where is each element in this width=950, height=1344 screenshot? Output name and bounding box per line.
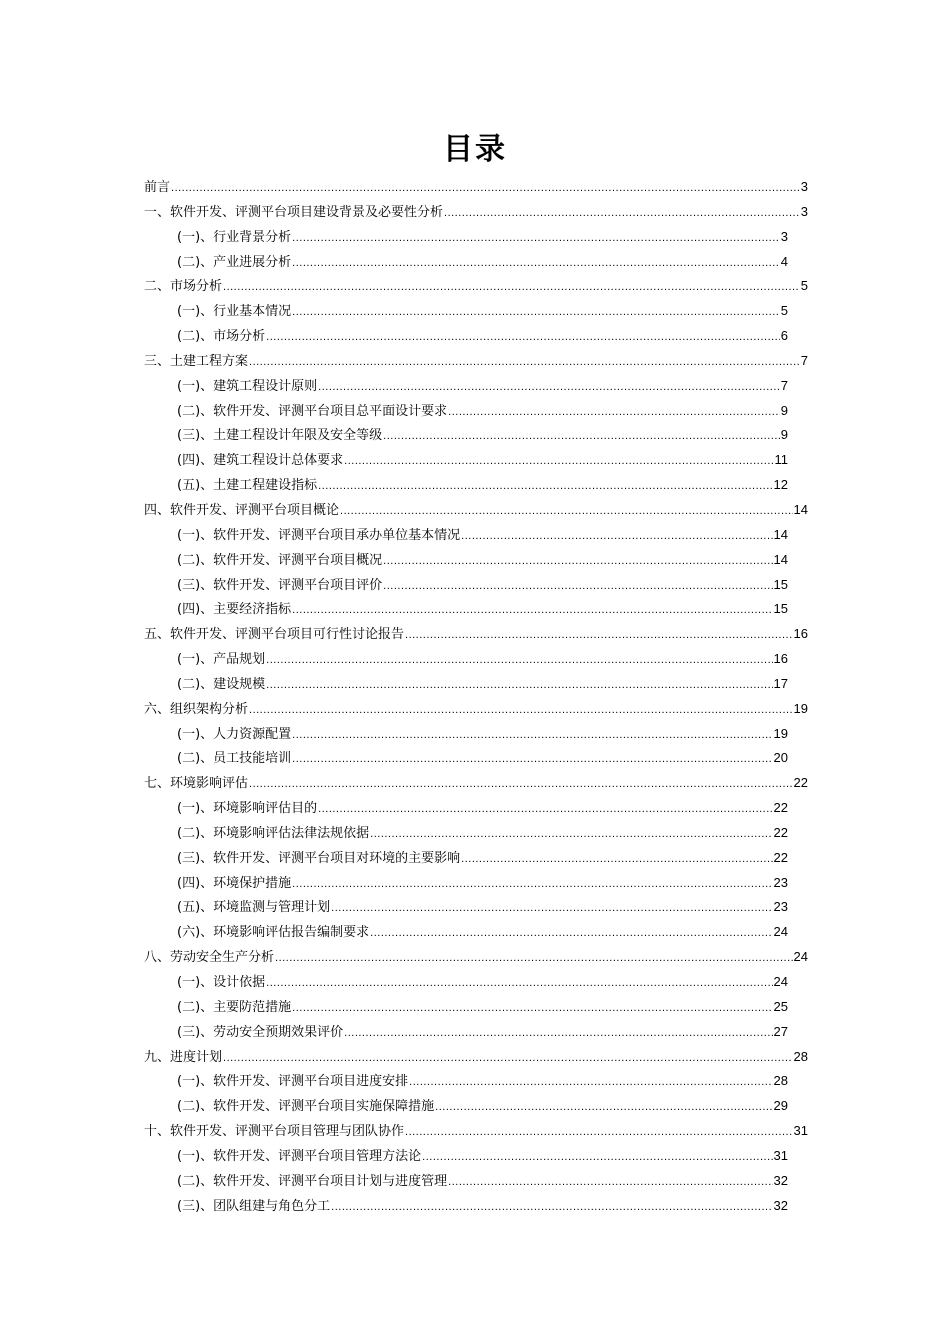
toc-entry-page-number: 15 [773, 576, 788, 592]
toc-entry-label: (四)、环境保护措施 [177, 875, 292, 891]
toc-dot-leader [318, 797, 772, 822]
toc-entry[interactable] [144, 697, 808, 722]
toc-entry-label: (三)、土建工程设计年限及安全等级 [177, 428, 383, 444]
toc-dot-leader [292, 747, 772, 772]
toc-entry-label: (二)、员工技能培训 [177, 751, 292, 767]
toc-entry-label: (三)、劳动安全预期效果评价 [177, 1024, 344, 1040]
toc-dot-leader [292, 598, 772, 623]
toc-dot-leader [292, 226, 780, 251]
toc-entry-page-number: 14 [773, 551, 788, 567]
toc-entry[interactable] [144, 920, 808, 945]
toc-entry-page-number: 31 [793, 1123, 808, 1139]
toc-entry[interactable] [144, 274, 808, 299]
toc-entry-label: (一)、软件开发、评测平台项目承办单位基本情况 [177, 527, 461, 543]
toc-entry-label: (三)、软件开发、评测平台项目对环境的主要影响 [177, 850, 461, 866]
toc-dot-leader [223, 275, 800, 300]
toc-entry-page-number: 11 [774, 452, 788, 468]
toc-entry-page-number: 22 [773, 800, 788, 816]
toc-entry-label: (二)、建设规模 [177, 676, 266, 692]
toc-entry[interactable] [144, 746, 808, 771]
toc-entry-label: 八、劳动安全生产分析 [144, 950, 275, 966]
toc-dot-leader [409, 1070, 772, 1095]
toc-entry[interactable] [144, 473, 808, 498]
toc-entry-label: 四、软件开发、评测平台项目概论 [144, 502, 340, 518]
toc-entry[interactable] [144, 573, 808, 598]
toc-entry[interactable] [144, 1169, 808, 1194]
toc-entry-page-number: 24 [773, 974, 788, 989]
toc-dot-leader [448, 400, 780, 425]
toc-entry-page-number: 32 [773, 1197, 788, 1213]
toc-dot-leader [266, 673, 772, 698]
toc-entry[interactable] [144, 970, 808, 995]
toc-entry[interactable] [144, 548, 808, 573]
toc-entry-label: (四)、主要经济指标 [177, 602, 292, 618]
toc-entry-label: (二)、软件开发、评测平台项目实施保障措施 [177, 1099, 435, 1115]
toc-dot-leader [266, 325, 780, 350]
toc-entry-page-number: 14 [793, 501, 808, 517]
toc-entry[interactable] [144, 423, 808, 448]
toc-entry[interactable] [144, 200, 808, 225]
toc-entry[interactable] [144, 722, 808, 747]
toc-entry[interactable] [144, 771, 808, 796]
toc-entry-page-number: 3 [800, 179, 808, 194]
toc-dot-leader [461, 847, 772, 872]
toc-entry-page-number: 19 [773, 725, 788, 741]
toc-dot-leader [292, 996, 772, 1021]
toc-entry-label: (一)、行业基本情况 [177, 304, 292, 320]
toc-entry-label: 三、土建工程方案 [144, 353, 249, 369]
toc-dot-leader [444, 201, 800, 226]
toc-dot-leader [331, 896, 772, 921]
toc-entry-label: (一)、产品规划 [177, 652, 266, 668]
toc-dot-leader [405, 1120, 793, 1145]
toc-entry-label: (二)、软件开发、评测平台项目总平面设计要求 [177, 403, 448, 419]
toc-entry-label: (三)、软件开发、评测平台项目评价 [177, 577, 383, 593]
toc-entry-label: 十、软件开发、评测平台项目管理与团队协作 [144, 1124, 405, 1140]
toc-entry[interactable] [144, 324, 808, 349]
toc-entry-page-number: 16 [793, 626, 808, 642]
toc-entry-page-number: 32 [773, 1172, 788, 1188]
toc-entry[interactable] [144, 796, 808, 821]
toc-dot-leader [249, 772, 793, 797]
toc-entry-page-number: 27 [773, 1023, 788, 1039]
toc-dot-leader [292, 723, 772, 748]
toc-entry[interactable] [144, 846, 808, 871]
toc-entry-page-number: 17 [773, 675, 788, 691]
toc-entry[interactable] [144, 225, 808, 250]
toc-entry-page-number: 24 [793, 949, 808, 965]
toc-entry-page-number: 28 [793, 1048, 808, 1064]
toc-dot-leader [249, 698, 793, 723]
toc-entry-page-number: 4 [780, 253, 788, 269]
toc-entry-page-number: 22 [773, 849, 788, 865]
toc-entry-page-number: 28 [773, 1073, 788, 1089]
toc-entry-label: 九、进度计划 [144, 1049, 223, 1065]
toc-entry-page-number: 3 [800, 203, 808, 219]
toc-entry-page-number: 31 [773, 1147, 788, 1163]
toc-entry-label: 七、环境影响评估 [144, 776, 249, 792]
toc-entry-page-number: 7 [780, 377, 788, 393]
toc-entry-page-number: 23 [773, 899, 788, 915]
toc-entry[interactable] [144, 647, 808, 672]
toc-dot-leader [383, 424, 780, 449]
toc-entry-label: (五)、土建工程建设指标 [177, 478, 318, 494]
toc-entry-label: (一)、环境影响评估目的 [177, 801, 318, 817]
toc-entry-page-number: 19 [793, 700, 808, 716]
toc-entry-page-number: 5 [800, 278, 808, 294]
toc-entry-label: (二)、软件开发、评测平台项目概况 [177, 552, 383, 568]
page-title: 目录 [443, 132, 507, 167]
toc-entry[interactable] [144, 945, 808, 970]
toc-dot-leader [171, 176, 800, 201]
toc-entry[interactable] [144, 498, 808, 523]
toc-entry[interactable] [144, 1020, 808, 1045]
toc-entry-page-number: 16 [773, 651, 788, 667]
toc-entry[interactable] [144, 448, 808, 473]
toc-dot-leader [249, 350, 800, 375]
toc-entry-label: (三)、团队组建与角色分工 [177, 1198, 331, 1214]
toc-dot-leader [461, 524, 772, 549]
toc-entry[interactable] [144, 672, 808, 697]
toc-entry[interactable] [144, 399, 808, 424]
toc-entry[interactable] [144, 523, 808, 548]
toc-entry-page-number: 9 [780, 427, 788, 443]
toc-entry-label: (一)、软件开发、评测平台项目管理方法论 [177, 1148, 422, 1164]
toc-dot-leader [405, 623, 793, 648]
toc-entry-page-number: 25 [773, 998, 788, 1014]
toc-entry[interactable] [144, 895, 808, 920]
toc-dot-leader [292, 872, 772, 897]
toc-entry-page-number: 20 [773, 750, 788, 766]
toc-entry-label: (二)、主要防范措施 [177, 999, 292, 1015]
toc-dot-leader [266, 971, 772, 996]
toc-entry-label: (四)、建筑工程设计总体要求 [177, 453, 344, 469]
toc-dot-leader [448, 1170, 772, 1195]
toc-dot-leader [340, 499, 793, 524]
toc-entry-page-number: 7 [800, 352, 808, 368]
toc-entry[interactable] [144, 597, 808, 622]
toc-entry[interactable] [144, 995, 808, 1020]
toc-entry-label: (二)、市场分析 [177, 329, 266, 345]
table-of-contents [144, 175, 808, 1218]
toc-dot-leader [318, 474, 772, 499]
toc-dot-leader [422, 1145, 772, 1170]
toc-dot-leader [370, 921, 772, 946]
toc-entry[interactable] [144, 1094, 808, 1119]
toc-entry[interactable] [144, 175, 808, 200]
toc-entry-page-number: 22 [773, 824, 788, 840]
toc-entry-page-number: 22 [793, 775, 808, 791]
toc-entry[interactable] [144, 1069, 808, 1094]
toc-entry-label: (一)、设计依据 [177, 975, 266, 990]
toc-dot-leader [318, 375, 780, 400]
toc-entry-page-number: 24 [773, 924, 788, 940]
toc-entry-page-number: 14 [773, 526, 788, 542]
toc-entry-page-number: 29 [773, 1098, 788, 1114]
toc-entry-page-number: 23 [773, 874, 788, 890]
toc-dot-leader [331, 1195, 772, 1220]
toc-dot-leader [266, 648, 772, 673]
toc-entry-label: 五、软件开发、评测平台项目可行性讨论报告 [144, 627, 405, 643]
toc-entry[interactable] [144, 1194, 808, 1219]
toc-dot-leader [223, 1046, 793, 1071]
toc-entry[interactable] [144, 821, 808, 846]
toc-entry-label: 六、组织架构分析 [144, 701, 249, 717]
toc-dot-leader [435, 1095, 772, 1120]
toc-entry-label: (六)、环境影响评估报告编制要求 [177, 925, 370, 941]
toc-dot-leader [292, 251, 780, 276]
toc-dot-leader [344, 449, 773, 474]
toc-entry-label: (二)、软件开发、评测平台项目计划与进度管理 [177, 1173, 448, 1189]
toc-entry-label: 一、软件开发、评测平台项目建设背景及必要性分析 [144, 204, 444, 220]
toc-entry-label: (一)、人力资源配置 [177, 726, 292, 742]
toc-entry-label: 二、市场分析 [144, 279, 223, 295]
toc-entry-page-number: 15 [773, 601, 788, 617]
toc-entry[interactable] [144, 299, 808, 324]
toc-entry-page-number: 5 [780, 303, 788, 319]
toc-dot-leader [292, 300, 780, 325]
toc-entry-label: (二)、产业进展分析 [177, 254, 292, 270]
toc-dot-leader [344, 1021, 772, 1046]
toc-entry-page-number: 3 [780, 228, 788, 244]
toc-entry-label: (五)、环境监测与管理计划 [177, 900, 331, 916]
toc-entry-label: (一)、软件开发、评测平台项目进度安排 [177, 1074, 409, 1090]
toc-entry-label: (一)、建筑工程设计原则 [177, 378, 318, 394]
toc-entry[interactable] [144, 1119, 808, 1144]
toc-dot-leader [370, 822, 772, 847]
toc-entry[interactable] [144, 1045, 808, 1070]
toc-entry-label: (一)、行业背景分析 [177, 229, 292, 245]
toc-entry-label: 前言 [144, 180, 171, 195]
toc-dot-leader [275, 946, 793, 971]
toc-entry[interactable] [144, 349, 808, 374]
toc-entry-page-number: 6 [780, 328, 788, 344]
toc-entry[interactable] [144, 871, 808, 896]
toc-entry[interactable] [144, 250, 808, 275]
toc-entry-page-number: 12 [773, 477, 788, 493]
toc-dot-leader [383, 574, 772, 599]
toc-dot-leader [383, 549, 772, 574]
toc-entry[interactable] [144, 622, 808, 647]
toc-entry-page-number: 9 [780, 402, 788, 418]
toc-entry[interactable] [144, 1144, 808, 1169]
toc-entry-label: (二)、环境影响评估法律法规依据 [177, 825, 370, 841]
toc-entry[interactable] [144, 374, 808, 399]
